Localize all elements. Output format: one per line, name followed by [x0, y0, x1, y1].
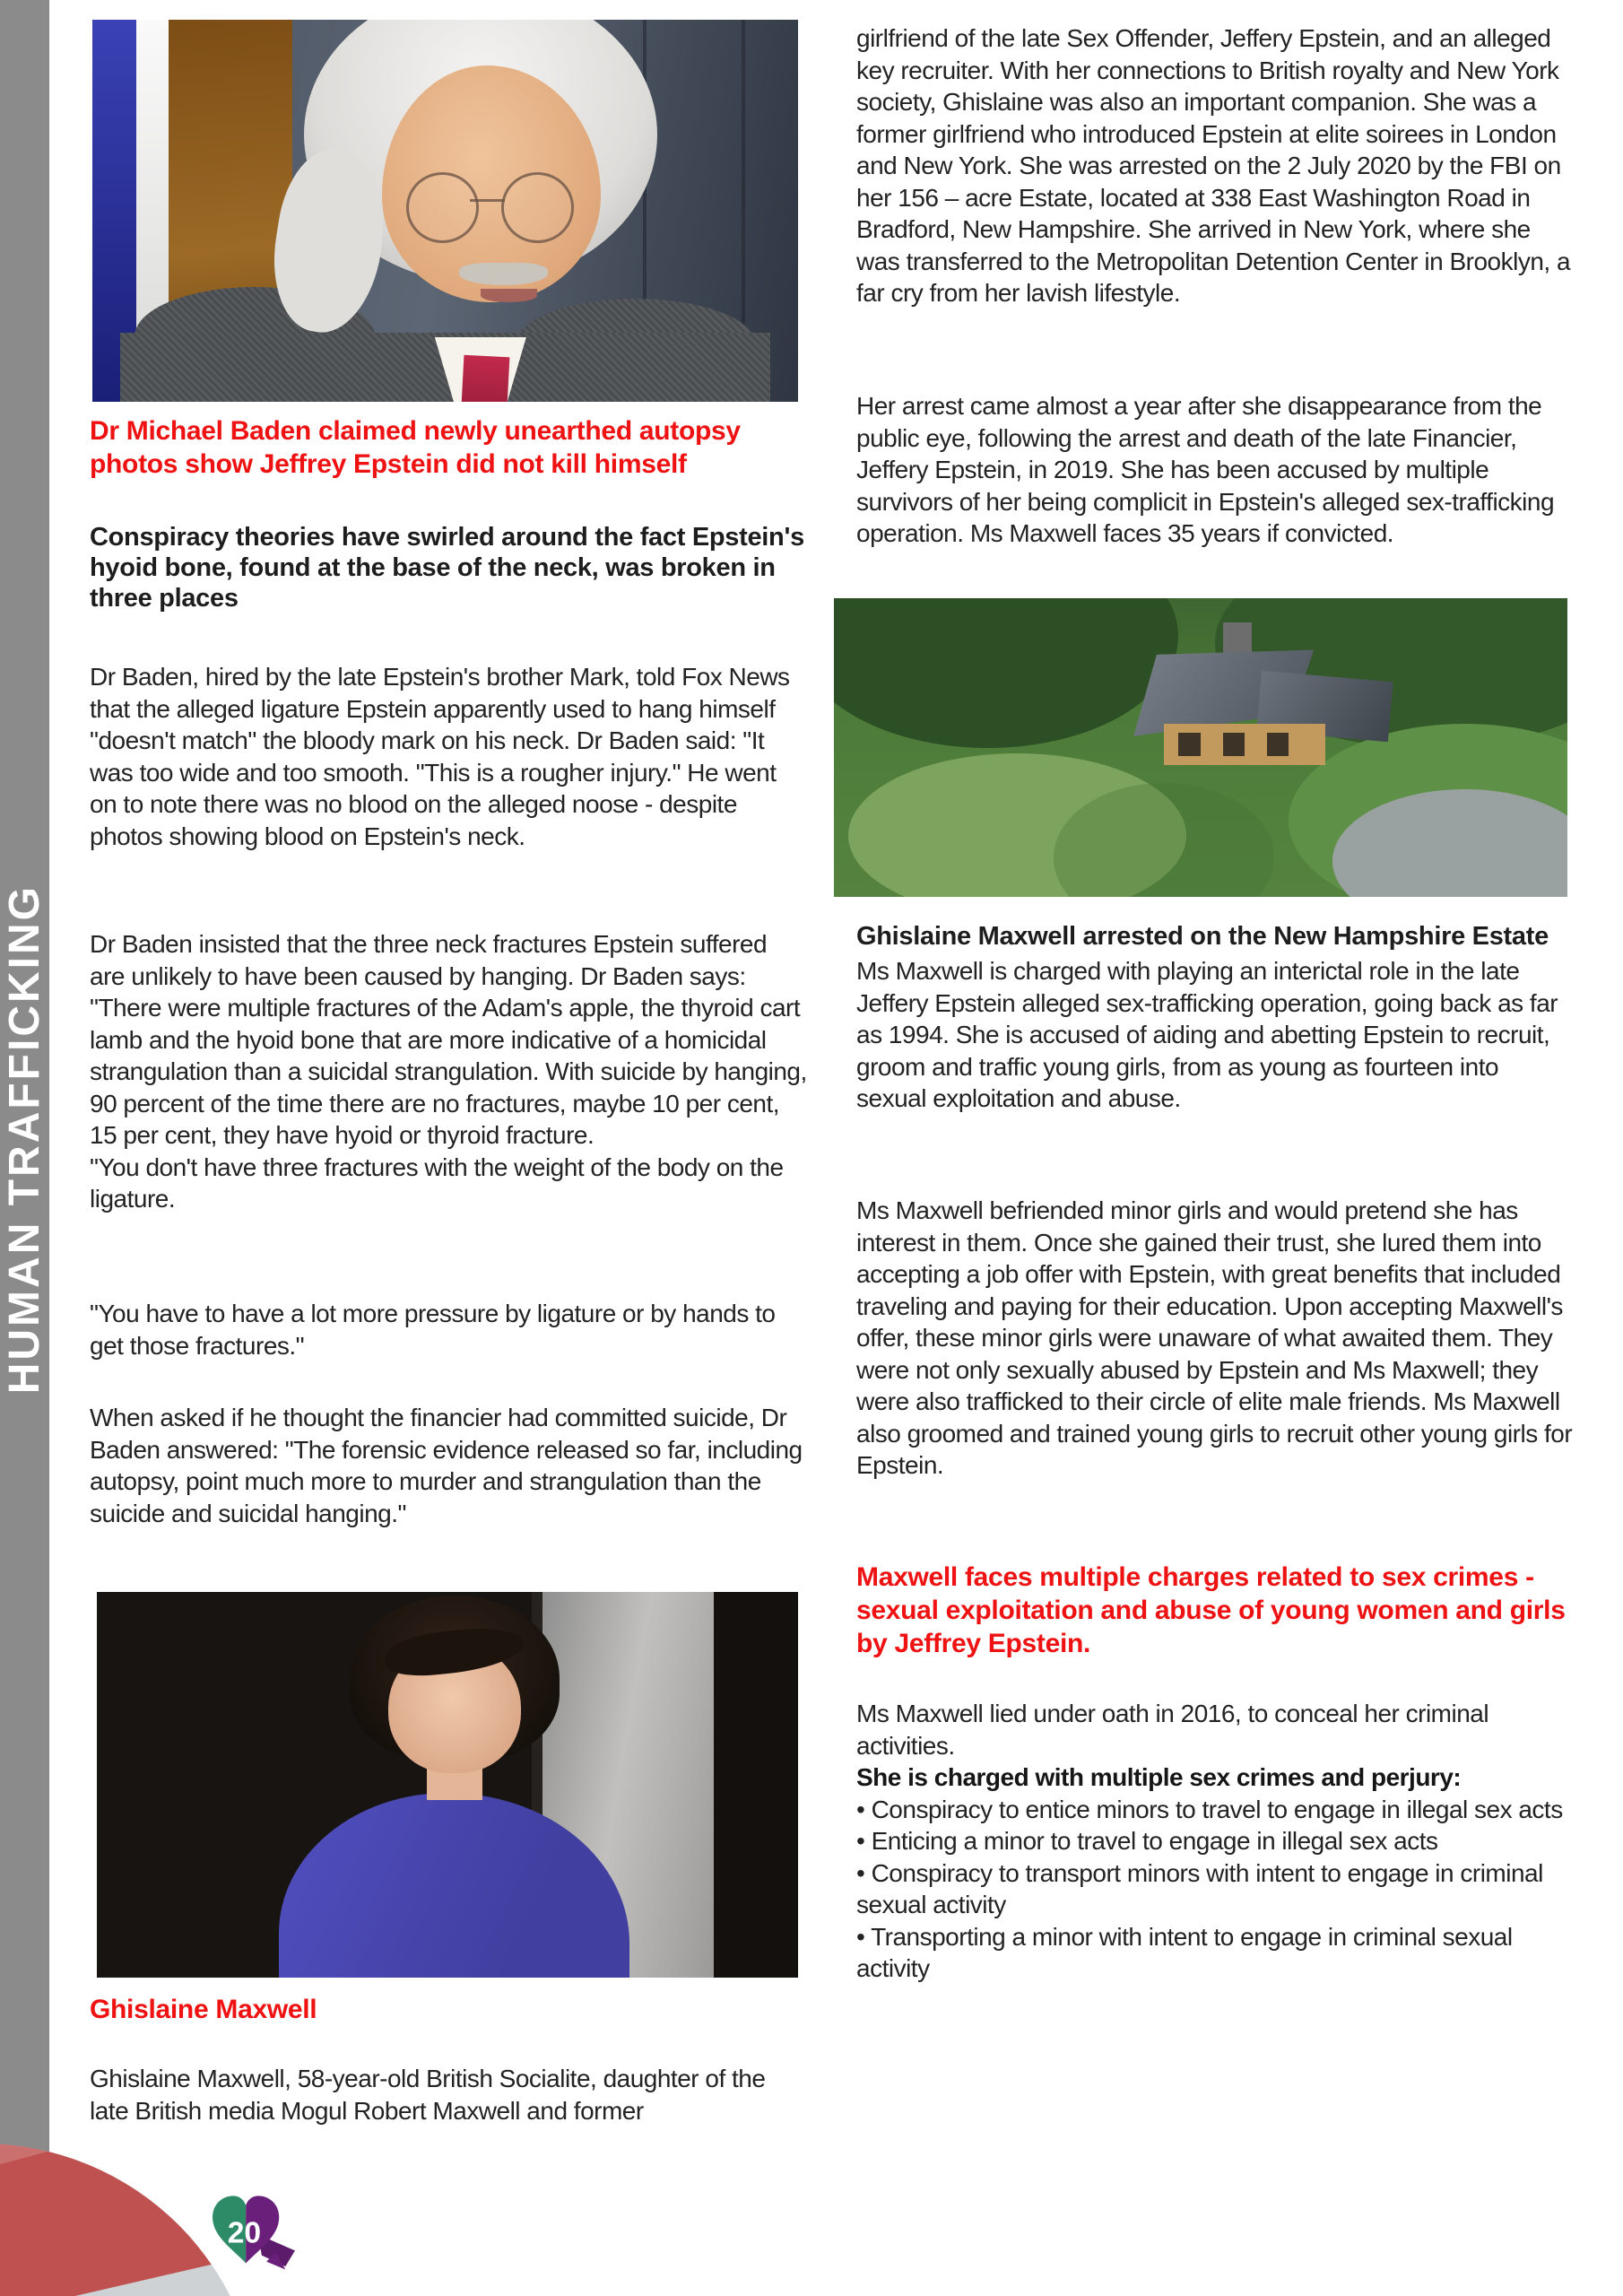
mustache-shape — [459, 263, 547, 286]
tree-shape — [834, 598, 1178, 748]
window-shape — [1267, 733, 1289, 757]
photo-shape — [714, 1592, 798, 1978]
charge-list-item: • Conspiracy to transport minors with intent to engage in criminal sexual activity — [856, 1858, 1543, 1918]
estate-aerial-photo — [834, 598, 1567, 897]
article-paragraph: Ms Maxwell lied under oath in 2016, to conceal her criminal activities. — [856, 1700, 1489, 1760]
article-paragraph: Dr Baden insisted that the three neck fractures Epstein suffered are unlikely to have been caused by hanging. Dr Baden says: "There were multiple fractures of the Adam's apple, the thyroid cart lamb and the hyoid bone that are more indicative of a homicidal strangulation than a suicidal strangulation. With suicide by hanging, 90 percent of the time there are no fractures, maybe 10 per cent, 15 per cent, they have hyoid or thyroid fracture. "You don't have three fractures with the weight of the body on the ligature. — [90, 930, 807, 1213]
article-paragraph: Ghislaine Maxwell, 58-year-old British Socialite, daughter of the late British media Mogul Robert Maxwell and former — [90, 2065, 766, 2125]
article-paragraph: "You have to have a lot more pressure by ligature or by hands to get those fractures." — [90, 1300, 776, 1360]
glasses-shape — [470, 199, 505, 202]
charge-list-item: • Enticing a minor to travel to engage in illegal sex acts — [856, 1827, 1438, 1855]
article-paragraph: Dr Baden, hired by the late Epstein's brother Mark, told Fox News that the alleged ligature Epstein apparently used to hang himself "doesn't match" the bloody mark on his neck. Dr Baden said: "It was too wide and too smooth. "This is a rougher injury." He went on to note there was no blood on the alleged noose - despite photos showing blood on Epstein's neck. — [90, 663, 790, 850]
window-shape — [1223, 733, 1245, 757]
red-headline: Maxwell faces multiple charges related to sex crimes - sexual exploitation and abuse of young women and girls by Jeffrey Epstein. — [856, 1562, 1566, 1658]
glasses-shape — [501, 172, 574, 242]
window-shape — [1178, 733, 1201, 757]
photo-caption-maxwell: Ghislaine Maxwell — [90, 1995, 317, 2024]
glasses-shape — [406, 172, 479, 242]
photo-caption-estate: Ghislaine Maxwell arrested on the New Hampshire Estate — [856, 922, 1549, 951]
article-paragraph: Her arrest came almost a year after she disappearance from the public eye, following the arrest and death of the late Financier, Jeffery Epstein, in 2019. She has been accused by multiple survivors of her being complicit in Epstein's alleged sex-trafficking operation. Ms Maxwell faces 35 years if convicted. — [856, 392, 1555, 547]
charge-list-item: • Transporting a minor with intent to engage in criminal sexual activity — [856, 1922, 1513, 1982]
mouth-shape — [481, 289, 537, 302]
section-title-label: HUMAN TRAFFICKING — [1, 883, 48, 1395]
article-paragraph: When asked if he thought the financier had committed suicide, Dr Baden answered: "The forensic evidence released so far, including autopsy, point much more to murder and strangulation than the suicide and suicidal hanging." — [90, 1404, 803, 1527]
section-title-vertical — [0, 780, 49, 1498]
photo-caption-baden: Dr Michael Baden claimed newly unearthed autopsy photos show Jeffrey Epstein did not kill himself — [90, 416, 741, 479]
article-paragraph: Ms Maxwell befriended minor girls and would pretend she has interest in them. Once she gained their trust, she lured them into accepting a job offer with Epstein, with great benefits that included traveling and paying for their education. Upon accepting Maxwell's offer, these minor girls were unaware of what awaited them. They were not only sexually abused by Epstein and Ms Maxwell; they were also trafficked to their circle of elite male friends. Ms Maxwell also groomed and trained young girls to recruit other young girls for Epstein. — [856, 1196, 1573, 1479]
ghislaine-maxwell-photo — [97, 1592, 798, 1978]
charge-list-item: • Conspiracy to entice minors to travel to engage in illegal sex acts — [856, 1795, 1563, 1823]
dr-baden-photo — [92, 20, 798, 402]
page-number: 20 — [227, 2216, 262, 2250]
article-paragraph: girlfriend of the late Sex Offender, Jeffery Epstein, and an alleged key recruiter. With her connections to British royalty and New York society, Ghislaine was also an important companion. She was a former girlfriend who introduced Epstein at elite soirees in London and New York. She was arrested on the 2 July 2020 by the FBI on her 156 – acre Estate, located at 338 East Washington Road in Bradford, New Hampshire. She arrived in New York, where she was transferred to the Metropolitan Detention Center in Brooklyn, a far cry from her lavish lifestyle. — [856, 24, 1571, 307]
article-paragraph: Ms Maxwell is charged with playing an interictal role in the late Jeffery Epstein alleged sex-trafficking operation, going back as far as 1994. She is accused of aiding and abetting Epstein to recruit, groom and traffic young girls, from as young as fourteen into sexual exploitation and abuse. — [856, 957, 1558, 1112]
subheadline: Conspiracy theories have swirled around the fact Epstein's hyoid bone, found at the base of the neck, was broken in three places — [90, 523, 804, 613]
charges-intro-line: She is charged with multiple sex crimes and perjury: — [856, 1763, 1462, 1791]
heart-ribbon-page-badge — [206, 2185, 301, 2280]
tie-shape — [462, 355, 510, 402]
